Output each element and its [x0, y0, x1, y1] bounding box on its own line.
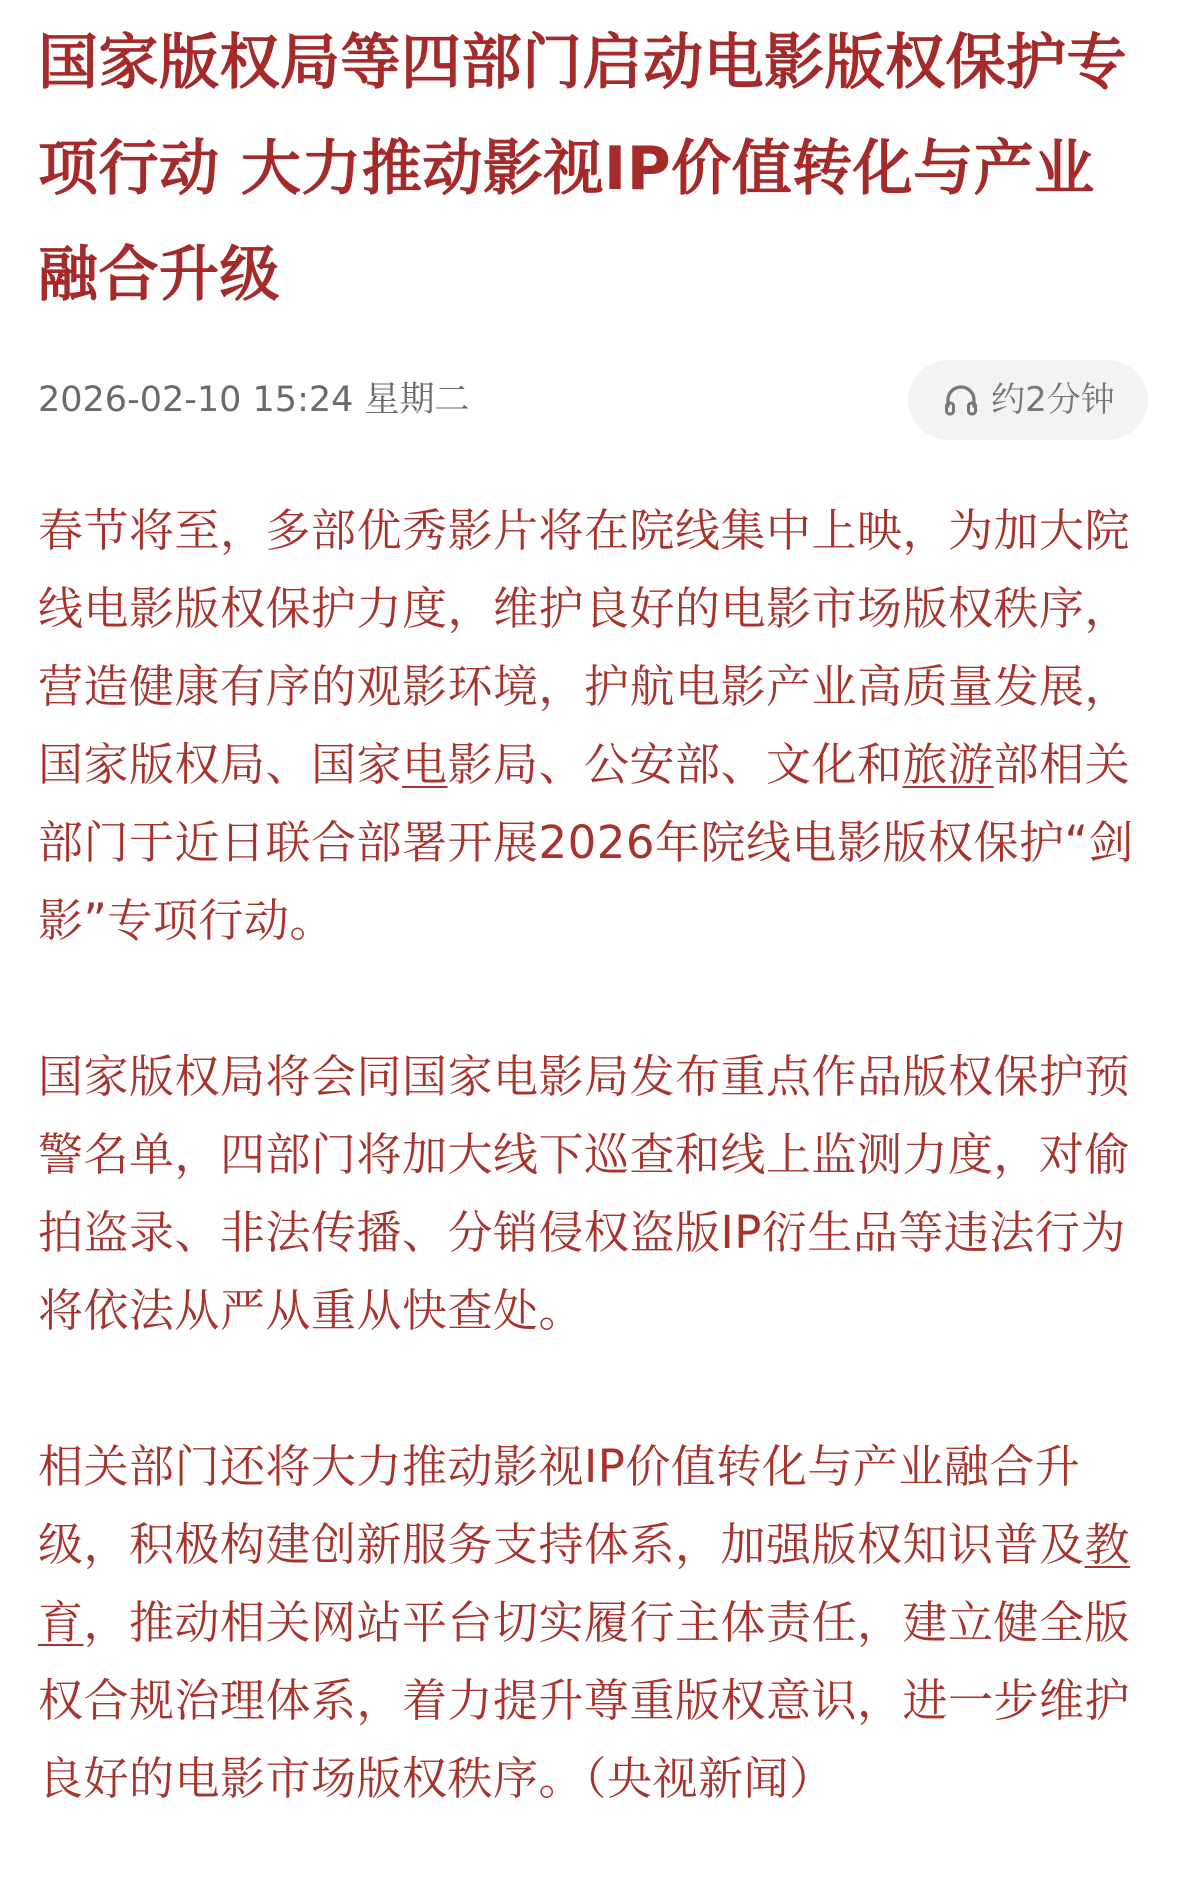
text-segment: 影局、公安部、文化和	[447, 738, 903, 791]
link-lvyou[interactable]: 旅游	[902, 738, 994, 791]
publish-date: 2026-02-10 15:24 星期二	[38, 380, 470, 420]
article-meta	[38, 360, 1148, 440]
paragraph-2	[38, 1038, 1148, 1350]
link-dian[interactable]: 电	[402, 738, 448, 791]
listen-button[interactable]	[908, 360, 1148, 440]
paragraph-3	[38, 1428, 1148, 1818]
text-segment: 部相关部门于近日联合部署开展2026年院线电影版权保护“剑影”专项行动。	[38, 738, 1134, 947]
link-jiaoyu[interactable]: 教育	[38, 1518, 1131, 1649]
text-segment: 国家版权局将会同国家电影局发布重点作品版权保护预警名单，四部门将加大线下巡查和线上监测力度，对偷拍盗录、非法传播、分销侵权盗版IP衍生品等违法行为将依法从严从重从快查处。	[38, 1050, 1131, 1337]
text-segment: ，推动相关网站平台切实履行主体责任，建立健全版权合规治理体系，着力提升尊重版权意识，进一步维护良好的电影市场版权秩序。（央视新闻）	[38, 1596, 1131, 1805]
article-title: 国家版权局等四部门启动电影版权保护专项行动 大力推动影视IP价值转化与产业融合升级	[38, 28, 1127, 310]
listen-duration: 约2分钟	[991, 380, 1115, 420]
text-segment: 春节将至，多部优秀影片将在院线集中上映，为加大院线电影版权保护力度，维护良好的电影市场版权秩序，营造健康有序的观影环境，护航电影产业高质量发展，国家版权局、国家	[38, 504, 1131, 791]
paragraph-1	[38, 492, 1148, 960]
article	[38, 0, 1148, 1805]
text-segment: 相关部门还将大力推动影视IP价值转化与产业融合升级，积极构建创新服务支持体系，加强版权知识普及	[38, 1440, 1085, 1571]
article-body	[38, 492, 1148, 1818]
headphones-icon	[941, 380, 981, 420]
